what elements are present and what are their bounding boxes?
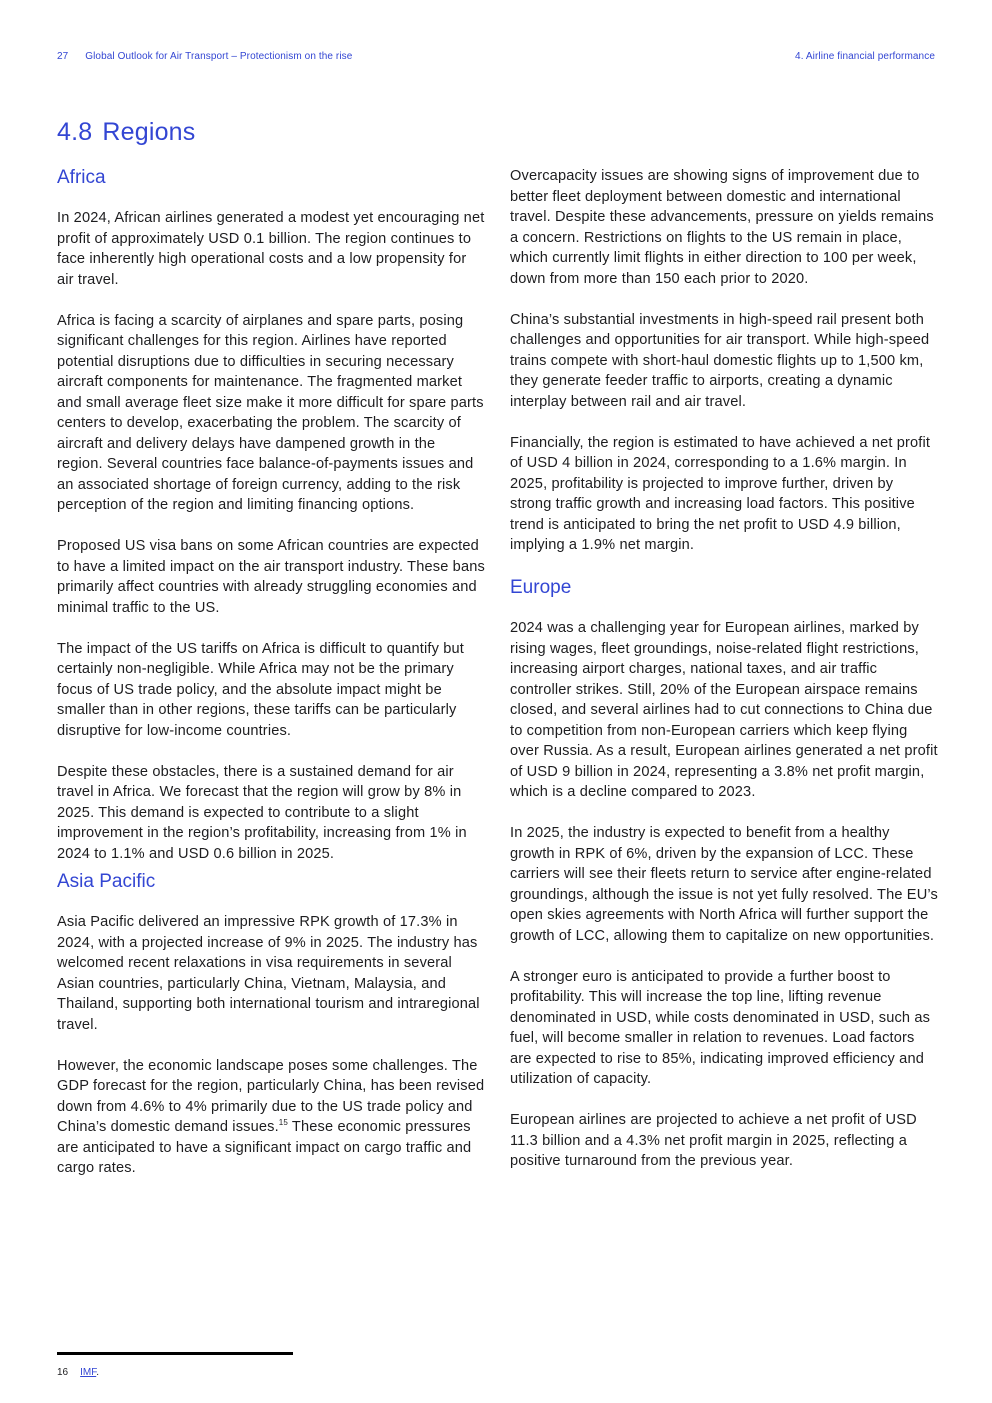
right-column bbox=[510, 166, 938, 1172]
paragraph: Overcapacity issues are showing signs of improvement due to better fleet deployment between domestic and international travel. Despite these advancements, pressure on yields remains a concern. Restrictions on flights to the US remain in place, which currently limit flights in either direction to 100 per week, down from more than 150 each prior to 2020. bbox=[510, 168, 934, 287]
europe-section bbox=[510, 576, 938, 1172]
paragraph: China’s substantial investments in high-speed rail present both challenges and opportunities for air transport. While high-speed trains compete with short-haul domestic flights up to 1,500 km, they generate feeder traffic to airports, creating a dynamic interplay between rail and air travel. bbox=[510, 311, 930, 410]
footnote-trailing: . bbox=[96, 1367, 100, 1378]
paragraph: Financially, the region is estimated to have achieved a net profit of USD 4 billion in 2024, corresponding to a 1.6% margin. In 2025, profitability is projected to improve further, driven by strong traffic growth and increasing load factors. This positive trend is anticipated to bring the net profit to USD 4.9 billion, implying a 1.9% net margin. bbox=[510, 434, 931, 553]
chapter-title: 4. Airline financial performance bbox=[795, 51, 935, 62]
paragraph-text: However, the economic landscape poses some challenges. The GDP forecast for the region, particularly China, has been revised down from 4.6% to 4% primarily due to the US trade policy and China’s domestic demand issues. bbox=[57, 1057, 485, 1135]
section-number: 4.8 bbox=[57, 118, 93, 146]
footnote-link[interactable]: IMF bbox=[80, 1367, 97, 1378]
footnote-reference[interactable]: 15 bbox=[278, 1118, 288, 1128]
section-name: Regions bbox=[102, 118, 196, 146]
section-title bbox=[57, 118, 195, 147]
page-number: 27 bbox=[57, 51, 69, 62]
paragraph: 2024 was a challenging year for European airlines, marked by rising wages, fleet groundings, noise-related flight restrictions, increasing airport charges, national taxes, and air traffic controller strikes. Still, 20% of the European airspace remains closed, and several airlines had to cut connections to China due to competition from non-European carriers which keep flying over Russia. As a result, European airlines generated a net profit of USD 9 billion in 2024, representing a 3.8% net profit margin, which is a decline compared to 2023. bbox=[510, 620, 938, 800]
footnote-number: 16 bbox=[57, 1367, 69, 1378]
paragraph: Africa is facing a scarcity of airplanes and spare parts, posing significant challenges for this region. Airlines have reported potential disruptions due to difficulties in securing necessary aircraft components for maintenance. The fragmented market and small average fleet size make it more difficult for spare parts centers to develop, exacerbating the problem. The scarcity of aircraft and delivery delays have dampened growth in the region. Several countries face balance-of-payments issues and an associated shortage of foreign currency, adding to the risk perception of the region and limiting financing options. bbox=[57, 312, 484, 513]
paragraph-with-footnote bbox=[57, 1056, 485, 1179]
europe-heading: Europe bbox=[510, 577, 572, 598]
header-left bbox=[57, 51, 352, 62]
paragraph: The impact of the US tariffs on Africa is difficult to quantify but certainly non-negligible. While Africa may not be the primary focus of US trade policy, and the absolute impact might be smaller than in other regions, these tariffs can be particularly disruptive for low-income countries. bbox=[57, 640, 464, 739]
paragraph: Proposed US visa bans on some African countries are expected to have a limited impact on the air transport industry. These bans primarily affect countries with already struggling economies and minimal traffic to the US. bbox=[57, 538, 485, 616]
footnote-divider bbox=[57, 1352, 293, 1355]
paragraph: In 2024, African airlines generated a modest yet encouraging net profit of approximately USD 0.1 billion. The region continues to face inherently high operational costs and a low propensity for air travel. bbox=[57, 210, 485, 288]
document-title: Global Outlook for Air Transport – Protectionism on the rise bbox=[85, 51, 353, 62]
paragraph: European airlines are projected to achieve a net profit of USD 11.3 billion and a 4.3% net profit margin in 2025, reflecting a positive turnaround from the previous year. bbox=[510, 1112, 917, 1169]
africa-section bbox=[57, 166, 485, 864]
running-header bbox=[57, 51, 935, 62]
paragraph: In 2025, the industry is expected to benefit from a healthy growth in RPK of 6%, driven by the expansion of LCC. These carriers will see their fleets return to service after engine-related groundings, although the issue is not yet fully resolved. The EU’s open skies agreements with North Africa will further support the growth of LCC, allowing them to capitalize on new opportunities. bbox=[510, 825, 938, 944]
asia-pacific-section bbox=[57, 870, 485, 1179]
left-column bbox=[57, 166, 485, 1179]
paragraph-text: These economic pressures are anticipated to have a significant impact on cargo traffic and cargo rates. bbox=[57, 1119, 472, 1176]
paragraph: Asia Pacific delivered an impressive RPK growth of 17.3% in 2024, with a projected increase of 9% in 2025. The industry has welcomed recent relaxations in visa requirements in several Asian countries, particularly China, Vietnam, Malaysia, and Thailand, supporting both international tourism and intraregional travel. bbox=[57, 914, 480, 1033]
paragraph: Despite these obstacles, there is a sustained demand for air travel in Africa. We forecast that the region will grow by 8% in 2025. This demand is expected to contribute to a slight improvement in the region’s profitability, increasing from 1% in 2024 to 1.1% and USD 0.6 billion in 2025. bbox=[57, 763, 467, 862]
paragraph: A stronger euro is anticipated to provide a further boost to profitability. This will increase the top line, lifting revenue denominated in USD, while costs denominated in USD, such as fuel, will become smaller in relation to revenues. Load factors are expected to rise to 85%, indicating improved efficiency and utilization of capacity. bbox=[510, 968, 931, 1087]
africa-heading: Africa bbox=[57, 167, 106, 188]
asia-pacific-heading: Asia Pacific bbox=[57, 871, 156, 892]
footnote bbox=[57, 1367, 99, 1378]
